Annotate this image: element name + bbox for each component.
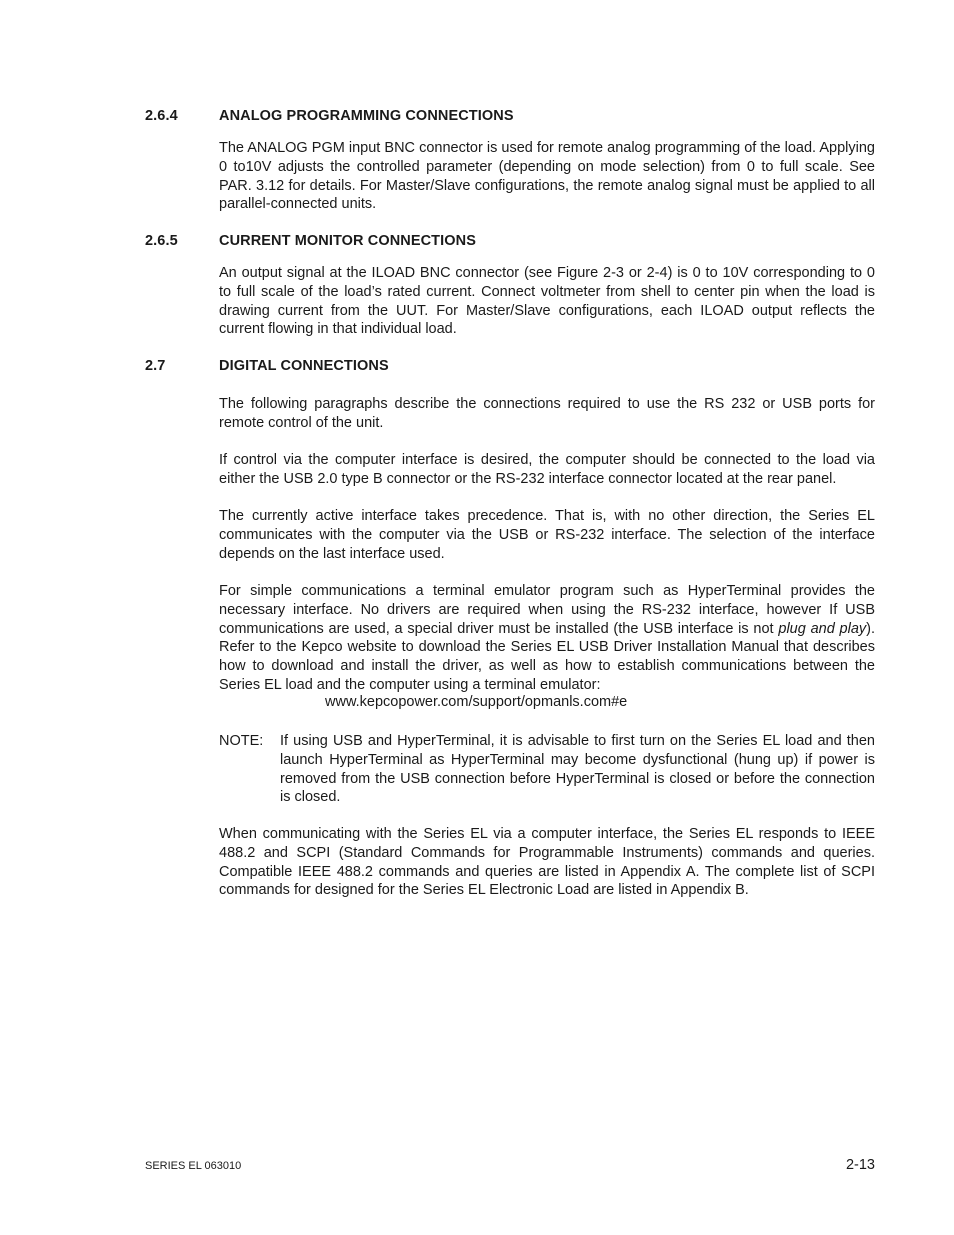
footer-page-number: 2-13 [845, 1157, 875, 1173]
note-label: NOTE: [219, 733, 264, 749]
italic-phrase: plug and play [778, 620, 867, 637]
section-number: 2.6.5 [145, 233, 178, 249]
note-text: If using USB and HyperTerminal, it is advisable to first turn on the Series EL load and then launch HyperTerminal as HyperTerminal may become dysfunctional (hung up) if power is removed from the USB connection before HyperTerminal is closed or before the connection is closed. [280, 733, 875, 806]
note-block [219, 732, 875, 807]
paragraph-text-part: ). Refer to the Kepco website to download the Series EL USB Driver Installation Manual that describes how to download and install the driver, as well as how to establish communications between the Series EL load and the computer using a terminal emulator: [219, 620, 876, 693]
paragraph-digital-intro: The following paragraphs describe the connections required to use the RS 232 or USB ports for remote control of the unit. [219, 396, 875, 431]
paragraph-ieee-scpi: When communicating with the Series EL via a computer interface, the Series EL responds to IEEE 488.2 and SCPI (Standard Commands for Programmable Instruments) commands and queries. Compatible IEEE 488.2 commands and queries are listed in Appendix A. The complete list of SCPI commands for designed for the Series EL Electronic Load are listed in Appendix B. [219, 826, 875, 899]
section-title: DIGITAL CONNECTIONS [219, 358, 389, 374]
section-number: 2.7 [145, 358, 166, 374]
paragraph-active-interface: The currently active interface takes precedence. That is, with no other direction, the Series EL communicates with the computer via the USB or RS-232 interface. The selection of the interface depends on the last interface used. [219, 508, 875, 562]
section-title: ANALOG PROGRAMMING CONNECTIONS [219, 108, 514, 124]
kepco-url: www.kepcopower.com/support/opmanls.com#e [325, 694, 628, 710]
footer-document-id: SERIES EL 063010 [145, 1160, 242, 1172]
paragraph-current-monitor: An output signal at the ILOAD BNC connector (see Figure 2-3 or 2-4) is 0 to 10V corresponding to 0 to full scale of the load’s rated current. Connect voltmeter from shell to center pin when the load is drawing current from the UUT. For Master/Slave configurations, each ILOAD output reflects the current flowing in that individual load. [219, 265, 875, 338]
section-number: 2.6.4 [145, 108, 178, 124]
paragraph-terminal-emulator [219, 582, 875, 695]
paragraph-analog-programming: The ANALOG PGM input BNC connector is used for remote analog programming of the load. Applying 0 to10V adjusts the controlled parameter (depending on mode selection) from 0 to full scale. See PAR. 3.12 for details. For Master/Slave configurations, the remote analog signal must be applied to all parallel-connected units. [219, 140, 875, 213]
paragraph-text-part: For simple communications a terminal emulator program such as HyperTerminal provides the necessary interface. No drivers are required when using the RS-232 interface, however If USB communications are used, a special driver must be installed (the USB interface is not [219, 583, 875, 637]
paragraph-computer-interface: If control via the computer interface is desired, the computer should be connected to the load via either the USB 2.0 type B connector or the RS-232 interface connector located at the rear panel. [219, 452, 875, 487]
section-title: CURRENT MONITOR CONNECTIONS [219, 233, 476, 249]
